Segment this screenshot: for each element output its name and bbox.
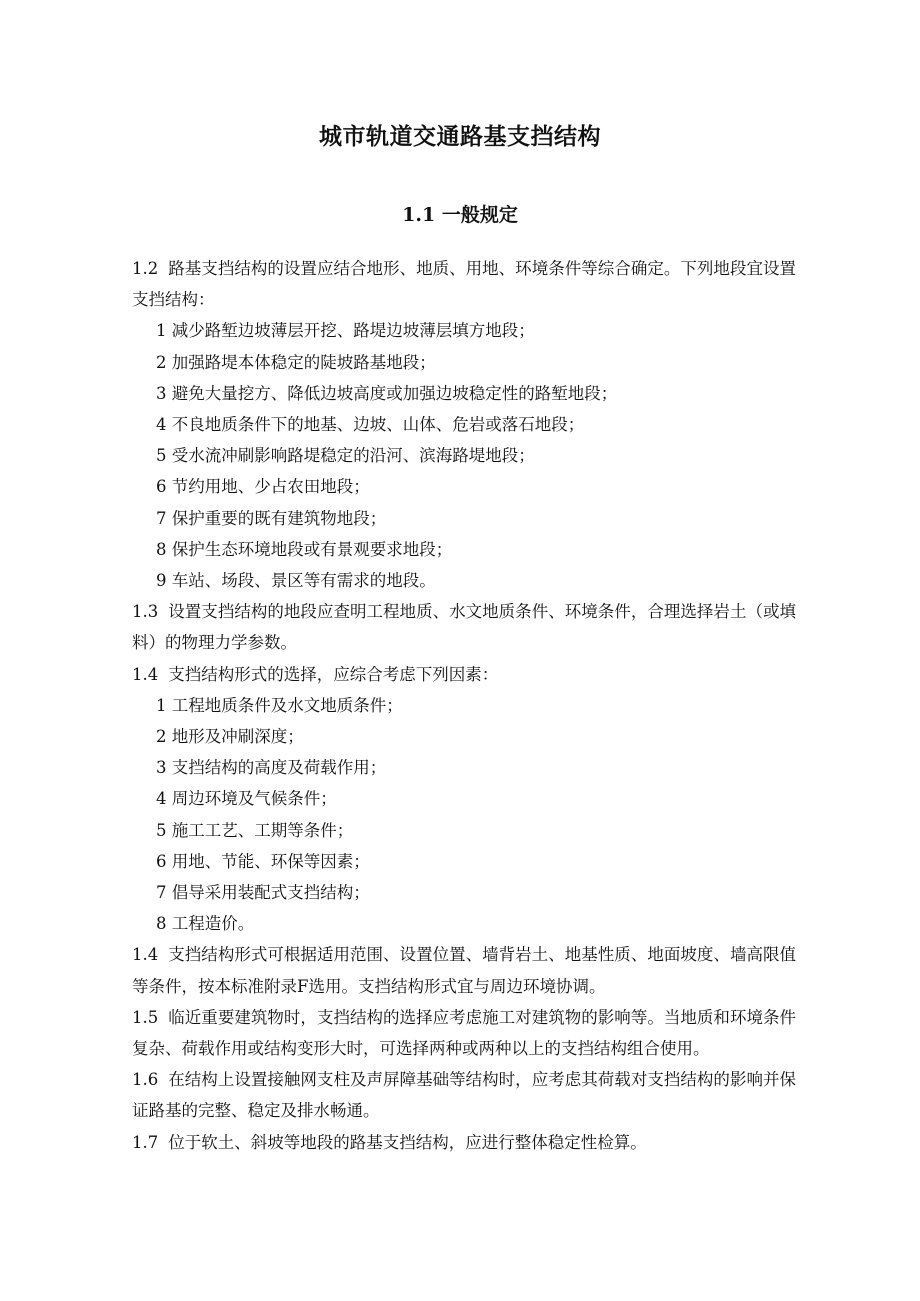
clause-text: 在结构上设置接触网支柱及声屏障基础等结构时，应考虑其荷载对支挡结构的影响并保证路基的完整、稳定及排水畅通。 [132, 1070, 796, 1121]
clause-text: 位于软土、斜坡等地段的路基支挡结构，应进行整体稳定性检算。 [168, 1132, 647, 1152]
list-item: 7 倡导采用装配式支挡结构； [156, 883, 370, 903]
clause-paragraph [132, 659, 796, 690]
clause-text: 支挡结构形式的选择，应综合考虑下列因素： [168, 664, 499, 684]
clause-text: 支挡结构形式可根据适用范围、设置位置、墙背岩土、地基性质、地面坡度、墙高限值等条件，按本标准附录F选用。支挡结构形式宜与周边环境协调。 [132, 945, 796, 996]
clause-number: 1.3 [132, 602, 159, 622]
clause-number: 1.2 [132, 259, 159, 278]
list-item: 6 用地、节能、环保等因素； [156, 851, 370, 871]
clause-number: 1.7 [132, 1132, 159, 1152]
list-item: 4 不良地质条件下的地基、边坡、山体、危岩或落石地段； [156, 415, 585, 435]
clause-paragraph [132, 253, 796, 315]
clause-text: 路基支挡结构的设置应结合地形、地质、用地、环境条件等综合确定。下列地段宜设置支挡结构： [132, 259, 796, 310]
clause-number: 1.4 [132, 664, 159, 684]
clause-text: 临近重要建筑物时，支挡结构的选择应考虑施工对建筑物的影响等。当地质和环境条件复杂、荷载作用或结构变形大时，可选择两种或两种以上的支挡结构组合使用。 [132, 1007, 796, 1059]
list-item: 3 支挡结构的高度及荷载作用； [156, 758, 387, 778]
list-item: 8 保护生态环境地段或有景观要求地段； [156, 539, 453, 559]
clause-paragraph [132, 1064, 796, 1126]
clause-text: 设置支挡结构的地段应查明工程地质、水文地质条件、环境条件，合理选择岩土（或填料）的物理力学参数。 [132, 602, 796, 653]
list-item: 4 周边环境及气候条件； [156, 789, 337, 809]
list-item: 5 施工工艺、工期等条件； [156, 820, 354, 840]
list-item: 2 地形及冲刷深度； [156, 727, 304, 747]
clause-paragraph [132, 596, 796, 658]
list-item: 3 避免大量挖方、降低边坡高度或加强边坡稳定性的路堑地段； [156, 383, 618, 403]
list-item: 1 减少路堑边坡薄层开挖、路堤边坡薄层填方地段； [156, 321, 535, 341]
clause-number: 1.6 [132, 1070, 159, 1090]
list-item: 6 节约用地、少占农田地段； [156, 477, 370, 497]
list-item: 8 工程造价。 [156, 914, 255, 934]
list-item: 1 工程地质条件及水文地质条件； [156, 695, 403, 715]
section-heading: 1.1 一般规定 [402, 204, 518, 226]
page-title: 城市轨道交通路基支挡结构 [319, 124, 601, 150]
document-body [132, 253, 796, 1158]
clause-paragraph [132, 1127, 796, 1158]
clause-number: 1.4 [132, 945, 159, 965]
list-item: 7 保护重要的既有建筑物地段； [156, 508, 387, 528]
list-item: 2 加强路堤本体稳定的陡坡路基地段； [156, 352, 436, 372]
list-item: 9 车站、场段、景区等有需求的地段。 [156, 571, 436, 591]
clause-paragraph [132, 1002, 796, 1064]
list-item: 5 受水流冲刷影响路堤稳定的沿河、滨海路堤地段； [156, 446, 535, 466]
clause-number: 1.5 [132, 1007, 159, 1027]
clause-paragraph [132, 939, 796, 1001]
